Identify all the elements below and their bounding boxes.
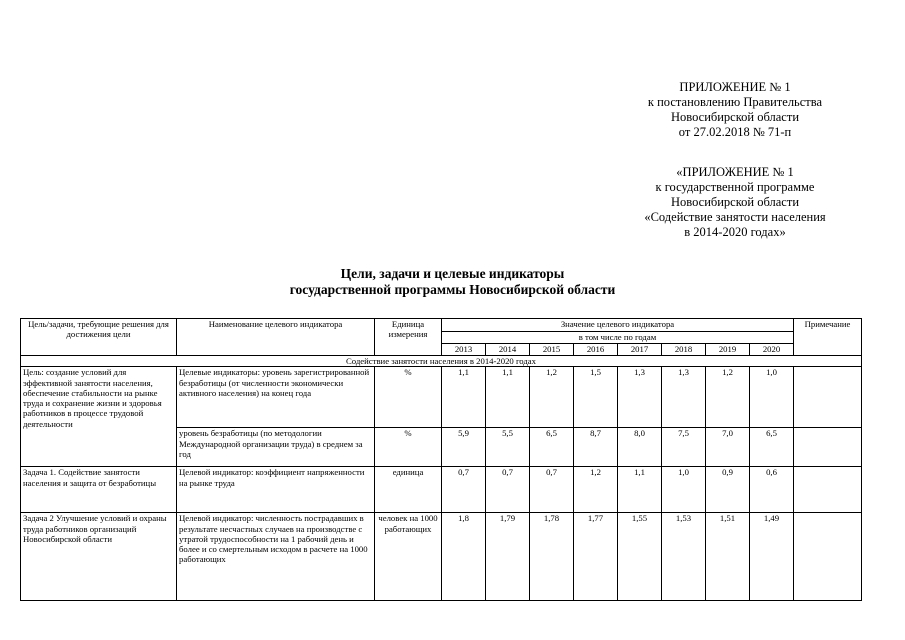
year-header: 2017 bbox=[618, 344, 662, 356]
document-title bbox=[0, 266, 905, 298]
unit-cell: человек на 1000 работающих bbox=[375, 513, 442, 601]
goal-cell: Цель: создание условий для эффективной занятости населения, обеспечение стабильности на рынке труда и сохранение жизни и здоровья работников в процессе трудовой деятельности bbox=[21, 367, 177, 467]
value-cell: 0,7 bbox=[442, 467, 486, 513]
year-header: 2013 bbox=[442, 344, 486, 356]
value-cell: 0,7 bbox=[486, 467, 530, 513]
goal-cell: Задача 2 Улучшение условий и охраны труда работников организаций Новосибирской области bbox=[21, 513, 177, 601]
appendix-line: в 2014-2020 годах» bbox=[684, 225, 786, 239]
value-cell: 5,9 bbox=[442, 428, 486, 467]
goal-cell: Задача 1. Содействие занятости населения и защита от безработицы bbox=[21, 467, 177, 513]
value-cell: 0,7 bbox=[530, 467, 574, 513]
value-cell: 1,78 bbox=[530, 513, 574, 601]
value-cell: 8,0 bbox=[618, 428, 662, 467]
value-cell: 6,5 bbox=[530, 428, 574, 467]
unit-cell: % bbox=[375, 428, 442, 467]
note-cell bbox=[794, 428, 862, 467]
title-line-1: Цели, задачи и целевые индикаторы bbox=[340, 266, 565, 281]
value-cell: 1,49 bbox=[750, 513, 794, 601]
value-cell: 7,0 bbox=[706, 428, 750, 467]
year-header: 2016 bbox=[574, 344, 618, 356]
value-cell: 1,79 bbox=[486, 513, 530, 601]
value-cell: 7,5 bbox=[662, 428, 706, 467]
header-by-year: в том числе по годам bbox=[442, 332, 794, 344]
value-cell: 1,0 bbox=[750, 367, 794, 428]
table-row bbox=[21, 367, 862, 428]
value-cell: 0,6 bbox=[750, 467, 794, 513]
value-cell: 1,55 bbox=[618, 513, 662, 601]
appendix-header-decree bbox=[600, 80, 870, 140]
appendix-line: «Содействие занятости населения bbox=[644, 210, 826, 224]
header-note: Примечание bbox=[794, 319, 862, 356]
header-indicator-name: Наименование целевого индикатора bbox=[177, 319, 375, 356]
value-cell: 6,5 bbox=[750, 428, 794, 467]
table-row bbox=[21, 513, 862, 601]
value-cell: 1,1 bbox=[486, 367, 530, 428]
unit-cell: % bbox=[375, 367, 442, 428]
indicator-cell: Целевой индикатор: численность пострадавших в результате несчастных случаев на производстве с утратой трудоспособности на 1 рабочий день и более и со смертельным исходом в расчете на 1000 работающих bbox=[177, 513, 375, 601]
value-cell: 1,53 bbox=[662, 513, 706, 601]
value-cell: 1,3 bbox=[618, 367, 662, 428]
year-header: 2020 bbox=[750, 344, 794, 356]
indicator-cell: Целевой индикатор: коэффициент напряженности на рынке труда bbox=[177, 467, 375, 513]
indicators-table bbox=[20, 318, 862, 601]
year-header: 2015 bbox=[530, 344, 574, 356]
year-header: 2018 bbox=[662, 344, 706, 356]
year-header: 2019 bbox=[706, 344, 750, 356]
title-line-2: государственной программы Новосибирской области bbox=[289, 282, 616, 297]
indicator-cell: Целевые индикаторы: уровень зарегистрированной безработицы (от численности экономически активного населения) на конец года bbox=[177, 367, 375, 428]
appendix-header-program bbox=[600, 165, 870, 240]
appendix-line: Новосибирской области bbox=[670, 110, 800, 124]
section-title: Содействие занятости населения в 2014-2020 годах bbox=[21, 356, 862, 367]
value-cell: 8,7 bbox=[574, 428, 618, 467]
note-cell bbox=[794, 467, 862, 513]
value-cell: 1,51 bbox=[706, 513, 750, 601]
unit-cell: единица bbox=[375, 467, 442, 513]
note-cell bbox=[794, 513, 862, 601]
value-cell: 1,77 bbox=[574, 513, 618, 601]
appendix-line: к государственной программе bbox=[655, 180, 815, 194]
header-value: Значение целевого индикатора bbox=[442, 319, 794, 332]
appendix-line: Новосибирской области bbox=[670, 195, 800, 209]
year-header: 2014 bbox=[486, 344, 530, 356]
value-cell: 1,1 bbox=[618, 467, 662, 513]
appendix-line: от 27.02.2018 № 71-п bbox=[678, 125, 792, 139]
value-cell: 5,5 bbox=[486, 428, 530, 467]
value-cell: 1,8 bbox=[442, 513, 486, 601]
appendix-line: «ПРИЛОЖЕНИЕ № 1 bbox=[676, 165, 794, 179]
value-cell: 1,2 bbox=[574, 467, 618, 513]
value-cell: 1,3 bbox=[662, 367, 706, 428]
header-unit: Единица измерения bbox=[375, 319, 442, 356]
value-cell: 0,9 bbox=[706, 467, 750, 513]
header-goal: Цель/задачи, требующие решения для достижения цели bbox=[21, 319, 177, 356]
value-cell: 1,2 bbox=[706, 367, 750, 428]
note-cell bbox=[794, 367, 862, 428]
value-cell: 1,5 bbox=[574, 367, 618, 428]
value-cell: 1,0 bbox=[662, 467, 706, 513]
header-row-1 bbox=[21, 319, 862, 332]
section-row bbox=[21, 356, 862, 367]
table-row bbox=[21, 467, 862, 513]
indicator-cell: уровень безработицы (по методологии Международной организации труда) в среднем за год bbox=[177, 428, 375, 467]
value-cell: 1,2 bbox=[530, 367, 574, 428]
appendix-line: к постановлению Правительства bbox=[647, 95, 823, 109]
value-cell: 1,1 bbox=[442, 367, 486, 428]
appendix-line: ПРИЛОЖЕНИЕ № 1 bbox=[679, 80, 791, 94]
